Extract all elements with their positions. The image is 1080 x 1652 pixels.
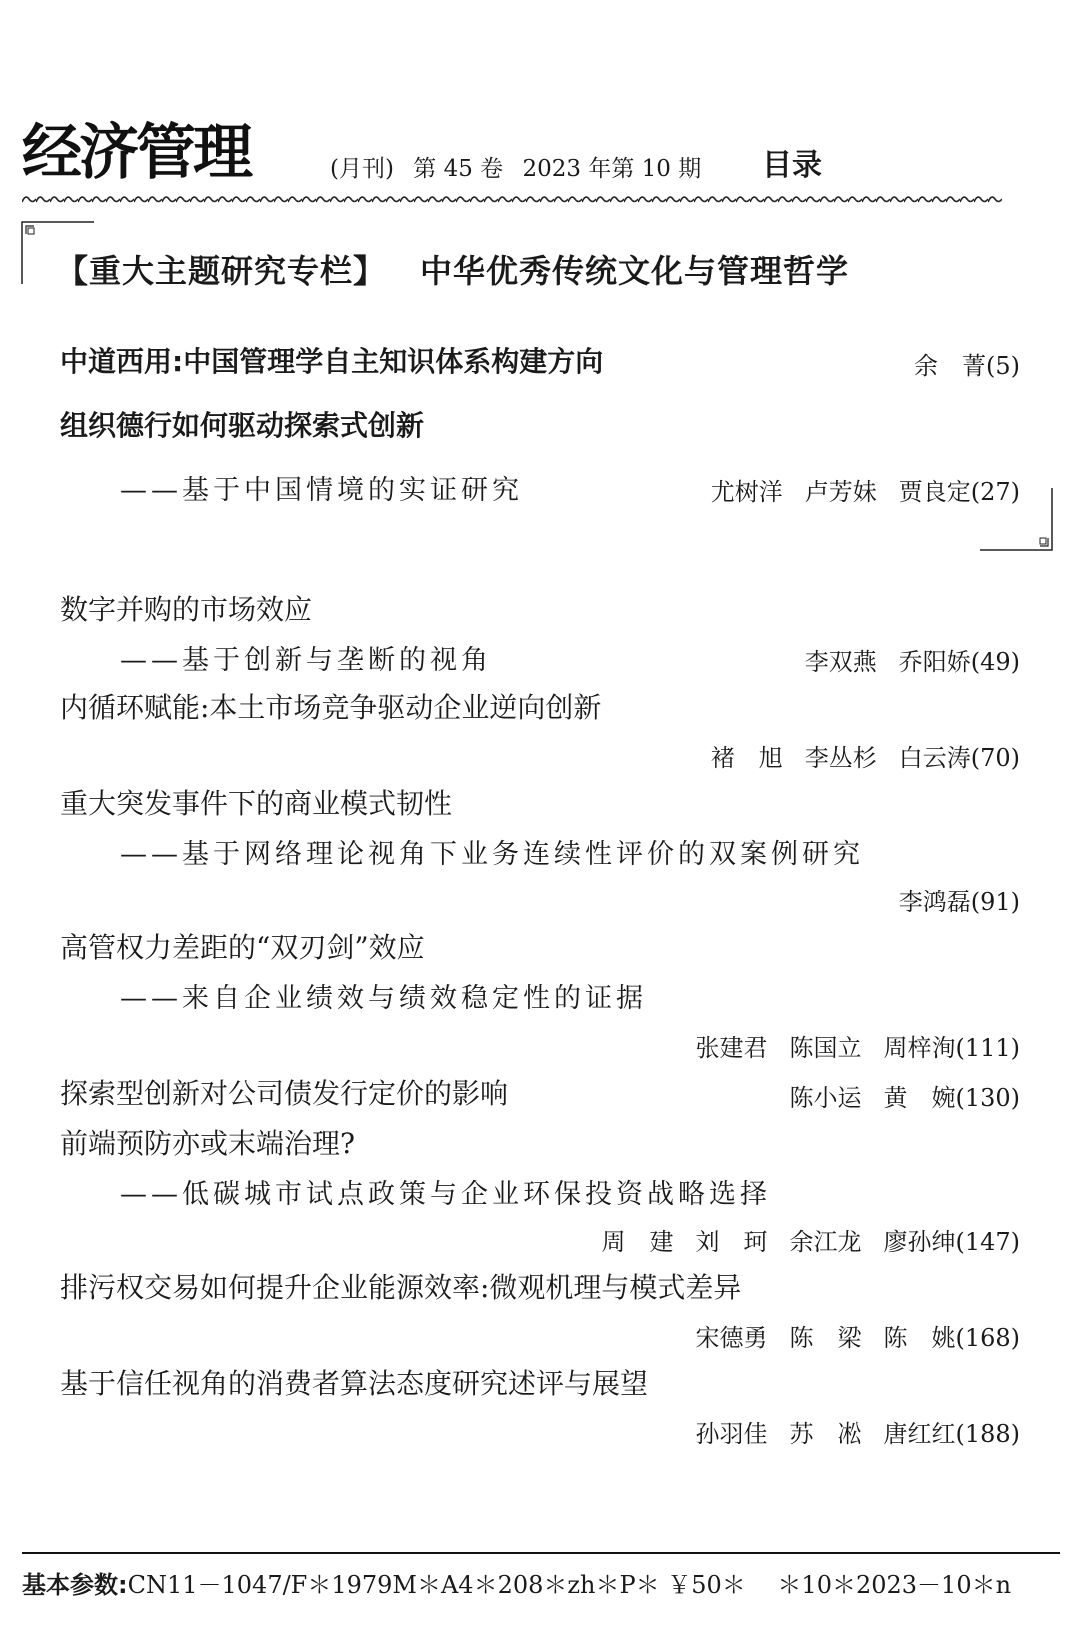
article-authors-1: 李双燕 乔阳娇(49) xyxy=(804,648,1020,676)
article-subtitle-6: ——低碳城市试点政策与企业环保投资战略选择 xyxy=(120,1179,771,1210)
article-authors-4: 张建君 陈国立 周梓洵(111) xyxy=(695,1034,1020,1062)
footer-label: 基本参数: xyxy=(22,1571,128,1599)
article-title-1[interactable]: 数字并购的市场效应 xyxy=(60,593,313,626)
article-subtitle-3: ——基于网络理论视角下业务连续性评价的双案例研究 xyxy=(120,839,864,870)
monthly-label: (月刊) xyxy=(330,156,394,182)
article-title-7[interactable]: 排污权交易如何提升企业能源效率:微观机理与模式差异 xyxy=(60,1271,742,1304)
article-subtitle-1: ——基于创新与垄断的视角 xyxy=(120,645,492,676)
issue-label: 2023 年第 10 期 xyxy=(522,156,702,182)
article-authors-6: 周 建 刘 珂 余江龙 廖孙绅(147) xyxy=(601,1228,1020,1256)
special-column-theme: 中华优秀传统文化与管理哲学 xyxy=(420,252,850,290)
featured-subtitle-2: ——基于中国情境的实证研究 xyxy=(120,475,523,506)
article-title-8[interactable]: 基于信任视角的消费者算法态度研究述评与展望 xyxy=(60,1367,649,1400)
toc-heading: 目录 xyxy=(762,148,822,183)
article-authors-7: 宋德勇 陈 梁 陈 姚(168) xyxy=(695,1324,1020,1352)
featured-title-1[interactable]: 中道西用:中国管理学自主知识体系构建方向 xyxy=(60,345,604,378)
article-title-2[interactable]: 内循环赋能:本土市场竞争驱动企业逆向创新 xyxy=(60,691,602,724)
special-column-label: 【重大主题研究专栏】 xyxy=(56,252,387,290)
article-authors-5: 陈小运 黄 婉(130) xyxy=(789,1084,1020,1112)
featured-title-2[interactable]: 组织德行如何驱动探索式创新 xyxy=(60,409,425,442)
article-title-3[interactable]: 重大突发事件下的商业模式韧性 xyxy=(60,787,453,820)
journal-logo: 经济管理 xyxy=(22,118,250,188)
volume-label: 第 45 卷 xyxy=(413,156,504,182)
footer-params: CN11－1047/F＊1979M＊A4＊208＊zh＊P＊ ￥50＊ ＊10＊2023－10＊n xyxy=(127,1571,1012,1599)
article-subtitle-4: ——来自企业绩效与绩效稳定性的证据 xyxy=(120,983,647,1014)
article-title-6[interactable]: 前端预防亦或末端治理? xyxy=(60,1127,356,1160)
footer-parameters xyxy=(22,1565,1011,1600)
footer-rule xyxy=(22,1552,1060,1554)
special-column-heading xyxy=(56,246,849,292)
article-authors-3: 李鸿磊(91) xyxy=(898,888,1020,916)
article-title-5[interactable]: 探索型创新对公司债发行定价的影响 xyxy=(60,1077,509,1110)
decorative-wave-divider xyxy=(22,193,1002,205)
featured-authors-1: 余 菁(5) xyxy=(914,352,1020,380)
featured-authors-2: 尤树洋 卢芳妹 贾良定(27) xyxy=(710,478,1020,506)
issue-info xyxy=(330,150,713,183)
article-title-4[interactable]: 高管权力差距的“双刃剑”效应 xyxy=(60,931,425,964)
article-authors-2: 褚 旭 李丛杉 白云涛(70) xyxy=(710,744,1020,772)
article-authors-8: 孙羽佳 苏 凇 唐红红(188) xyxy=(695,1420,1020,1448)
